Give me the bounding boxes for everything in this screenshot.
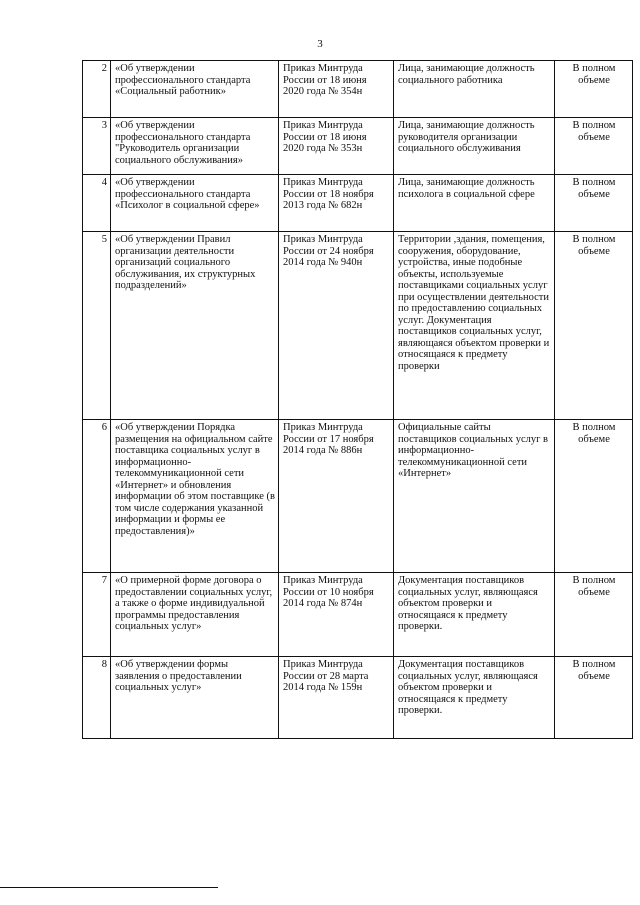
order-reference: Приказ Минтруда России от 24 ноября 2014 года № 940н [279, 232, 394, 420]
row-number: 4 [83, 175, 111, 232]
inspection-subject: Официальные сайты поставщиков социальных услуг в информационно-телекоммуникационной сети «Интернет» [394, 420, 555, 573]
document-title: «О примерной форме договора о предоставлении социальных услуг, а также о форме индивидуальной программы предоставления социальных услуг» [111, 573, 279, 657]
order-reference: Приказ Минтруда России от 18 июня 2020 года № 353н [279, 118, 394, 175]
page-number: 3 [317, 38, 323, 50]
inspection-subject: Лица, занимающие должность психолога в социальной сфере [394, 175, 555, 232]
table-row [83, 175, 633, 232]
inspection-subject: Территории ,здания, помещения, сооружения, оборудование, устройства, иные подобные объекты, используемые поставщиками социальных услуг при осуществлении деятельности по предоставлению социальных услуг. Документация поставщиков социальных услуг, являющаяся объектом проверки и относящаяся к предмету проверки [394, 232, 555, 420]
application-scope: В полном объеме [555, 657, 633, 739]
row-number: 5 [83, 232, 111, 420]
row-number: 6 [83, 420, 111, 573]
row-number: 3 [83, 118, 111, 175]
document-title: «Об утверждении профессионального стандарта "Руководитель организации социального обслуживания» [111, 118, 279, 175]
row-number: 2 [83, 61, 111, 118]
document-title: «Об утверждении Порядка размещения на официальном сайте поставщика социальных услуг в информационно-телекоммуникационной сети «Интернет» и обновления информации об этом поставщике (в том числе содержания указанной информации и формы ее предоставления)» [111, 420, 279, 573]
application-scope: В полном объеме [555, 175, 633, 232]
application-scope: В полном объеме [555, 118, 633, 175]
application-scope: В полном объеме [555, 232, 633, 420]
application-scope: В полном объеме [555, 61, 633, 118]
table-row [83, 573, 633, 657]
application-scope: В полном объеме [555, 573, 633, 657]
order-reference: Приказ Минтруда России от 17 ноября 2014 года № 886н [279, 420, 394, 573]
inspection-subject: Лица, занимающие должность руководителя организации социального обслуживания [394, 118, 555, 175]
footer-rule [0, 887, 218, 888]
application-scope: В полном объеме [555, 420, 633, 573]
table-row [83, 118, 633, 175]
table-row [83, 232, 633, 420]
regulations-table [82, 60, 633, 739]
order-reference: Приказ Минтруда России от 10 ноября 2014 года № 874н [279, 573, 394, 657]
table-row [83, 657, 633, 739]
order-reference: Приказ Минтруда России от 18 ноября 2013 года № 682н [279, 175, 394, 232]
row-number: 8 [83, 657, 111, 739]
table-row [83, 420, 633, 573]
inspection-subject: Документация поставщиков социальных услуг, являющаяся объектом проверки и относящаяся к предмету проверки. [394, 573, 555, 657]
document-title: «Об утверждении Правил организации деятельности организаций социального обслуживания, их структурных подразделений» [111, 232, 279, 420]
document-title: «Об утверждении формы заявления о предоставлении социальных услуг» [111, 657, 279, 739]
order-reference: Приказ Минтруда России от 18 июня 2020 года № 354н [279, 61, 394, 118]
inspection-subject: Документация поставщиков социальных услуг, являющаяся объектом проверки и относящаяся к предмету проверки. [394, 657, 555, 739]
document-title: «Об утверждении профессионального стандарта «Социальный работник» [111, 61, 279, 118]
document-title: «Об утверждении профессионального стандарта «Психолог в социальной сфере» [111, 175, 279, 232]
inspection-subject: Лица, занимающие должность социального работника [394, 61, 555, 118]
order-reference: Приказ Минтруда России от 28 марта 2014 года № 159н [279, 657, 394, 739]
row-number: 7 [83, 573, 111, 657]
table-row [83, 61, 633, 118]
